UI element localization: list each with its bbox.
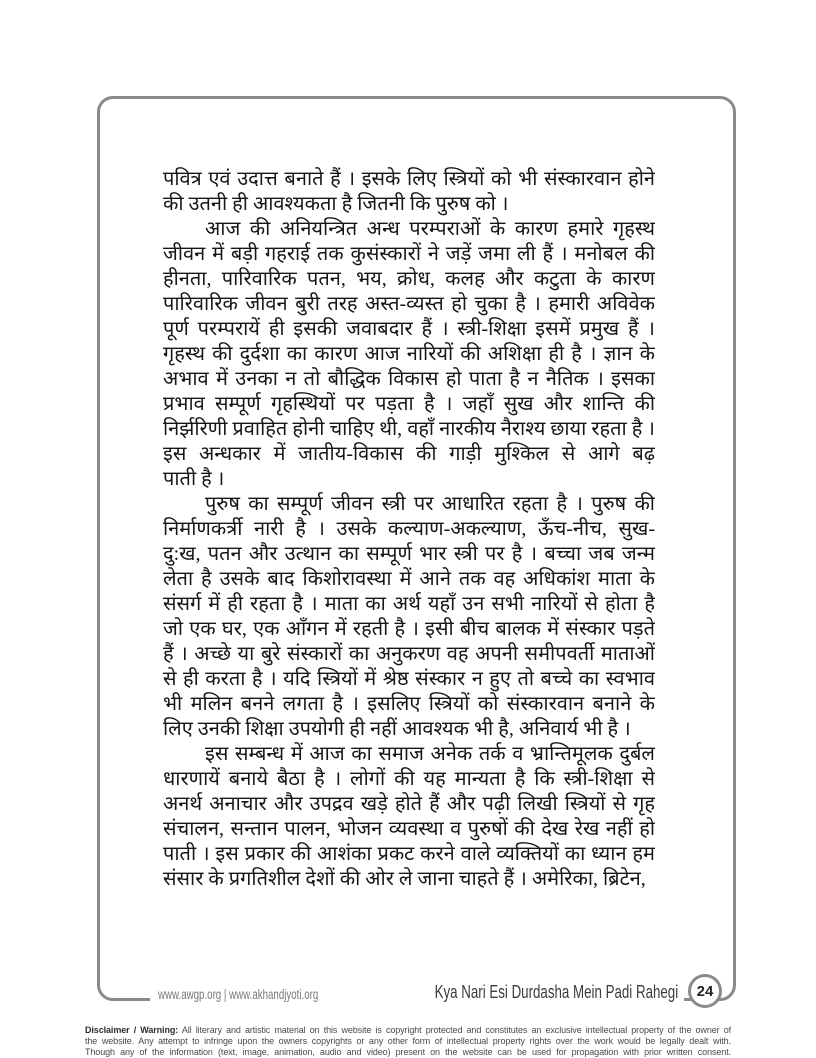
text-line: हीनता, पारिवारिक पतन, भय, क्रोध, कलह और कटुता के कारण bbox=[163, 268, 655, 290]
page-number-label: 24 bbox=[696, 982, 714, 1000]
text-body bbox=[163, 167, 655, 892]
text-line: निर्झरिणी प्रवाहित होनी चाहिए थी, वहाँ नारकीय नैराश्य छाया रहता है । bbox=[163, 418, 655, 440]
text-line: पाती । इस प्रकार की आशंका प्रकट करने वाले व्यक्तियों का ध्यान हम bbox=[163, 843, 655, 865]
text-line: अनर्थ अनाचार और उपद्रव खड़े होते हैं और पढ़ी लिखी स्त्रियों से गृह bbox=[163, 793, 655, 815]
disclaimer-line-2: the website. Any attempt to infringe upon the owners copyrights or any other form of intellectual property rights over the work would be legally dealt with. bbox=[85, 1036, 731, 1046]
text-line: की उतनी ही आवश्यकता है जितनी कि पुरुष को । bbox=[163, 193, 509, 215]
disclaimer-line-1: Disclaimer / Warning: All literary and artistic material on this website is copyright protected and constitutes an exclusive intellectual property of the owner of bbox=[85, 1025, 731, 1035]
text-line: पूर्ण परम्परायें ही इसकी जवाबदार हैं । स्त्री-शिक्षा इसमें प्रमुख हैं । bbox=[163, 318, 655, 340]
text-line: पाती है । bbox=[163, 468, 225, 490]
text-line: दु:ख, पतन और उत्थान का सम्पूर्ण भार स्त्री पर है । बच्चा जब जन्म bbox=[163, 543, 655, 565]
text-line: पवित्र एवं उदात्त बनाते हैं । इसके लिए स्त्रियों को भी संस्कारवान होने bbox=[163, 168, 655, 190]
text-line: अभाव में उनका न तो बौद्धिक विकास हो पाता है न नैतिक । इसका bbox=[163, 368, 655, 390]
text-line: जीवन में बड़ी गहराई तक कुसंस्कारों ने जड़ें जमा ली हैं । मनोबल की bbox=[163, 243, 655, 265]
text-line: लेता है उसके बाद किशोरावस्था में आने तक वह अधिकांश माता के bbox=[163, 568, 655, 590]
text-line: निर्माणकर्त्री नारी है । उसके कल्याण-अकल्याण, ऊँच-नीच, सुख- bbox=[163, 518, 655, 540]
text-line: लिए उनकी शिक्षा उपयोगी ही नहीं आवश्यक भी है, अनिवार्य भी है । bbox=[163, 718, 631, 740]
text-line: संचालन, सन्तान पालन, भोजन व्यवस्था व पुरुषों की देख रेख नहीं हो bbox=[163, 818, 655, 840]
text-line: संसार के प्रगतिशील देशों की ओर ले जाना चाहते हैं । अमेरिका, ब्रिटेन, bbox=[163, 868, 646, 890]
text-line: गृहस्थ की दुर्दशा का कारण आज नारियों की अशिक्षा ही है । ज्ञान के bbox=[163, 343, 655, 365]
text-line: आज की अनियन्त्रित अन्ध परम्पराओं के कारण हमारे गृहस्थ bbox=[205, 218, 655, 240]
disclaimer-line-3: Though any of the information (text, image, animation, audio and video) present on the website can be used for propagation with prior written consent. bbox=[85, 1047, 731, 1057]
text-line: पारिवारिक जीवन बुरी तरह अस्त-व्यस्त हो चुका है । हमारी अविवेक bbox=[163, 293, 655, 315]
text-line: हैं । अच्छे या बुरे संस्कारों का अनुकरण वह अपनी समीपवर्ती माताओं bbox=[163, 643, 655, 665]
footer-book-title-label: Kya Nari Esi Durdasha Mein Padi Rahegi bbox=[434, 981, 678, 1002]
disclaimer bbox=[85, 1025, 731, 1058]
page-number-badge bbox=[688, 974, 722, 1008]
text-line: से ही करता है । यदि स्त्रियों में श्रेष्ठ संस्कार न हुए तो बच्चे का स्वभाव bbox=[163, 668, 655, 690]
text-line: भी मलिन बनने लगता है । इसलिए स्त्रियों को संस्कारवान बनाने के bbox=[163, 693, 655, 715]
footer-websites-label: www.awgp.org | www.akhandjyoti.org bbox=[158, 986, 319, 1002]
disclaimer-label: Disclaimer / Warning: bbox=[85, 1025, 179, 1035]
footer-book-title bbox=[343, 981, 684, 1003]
text-line: प्रभाव सम्पूर्ण गृहस्थियों पर पड़ता है । जहाँ सुख और शान्ति की bbox=[163, 393, 655, 415]
text-line: जो एक घर, एक आँगन में रहती है । इसी बीच बालक में संस्कार पड़ते bbox=[163, 618, 655, 640]
text-line: इस सम्बन्ध में आज का समाज अनेक तर्क व भ्रान्तिमूलक दुर्बल bbox=[205, 743, 655, 765]
text-line: पुरुष का सम्पूर्ण जीवन स्त्री पर आधारित रहता है । पुरुष की bbox=[205, 493, 655, 515]
text-line: इस अन्धकार में जातीय-विकास की गाड़ी मुश्किल से आगे बढ़ bbox=[163, 443, 655, 465]
text-line: संसर्ग में ही रहता है । माता का अर्थ यहाँ उन सभी नारियों से होता है bbox=[163, 593, 655, 615]
text-line: धारणायें बनाये बैठा है । लोगों की यह मान्यता है कि स्त्री-शिक्षा से bbox=[163, 768, 655, 790]
